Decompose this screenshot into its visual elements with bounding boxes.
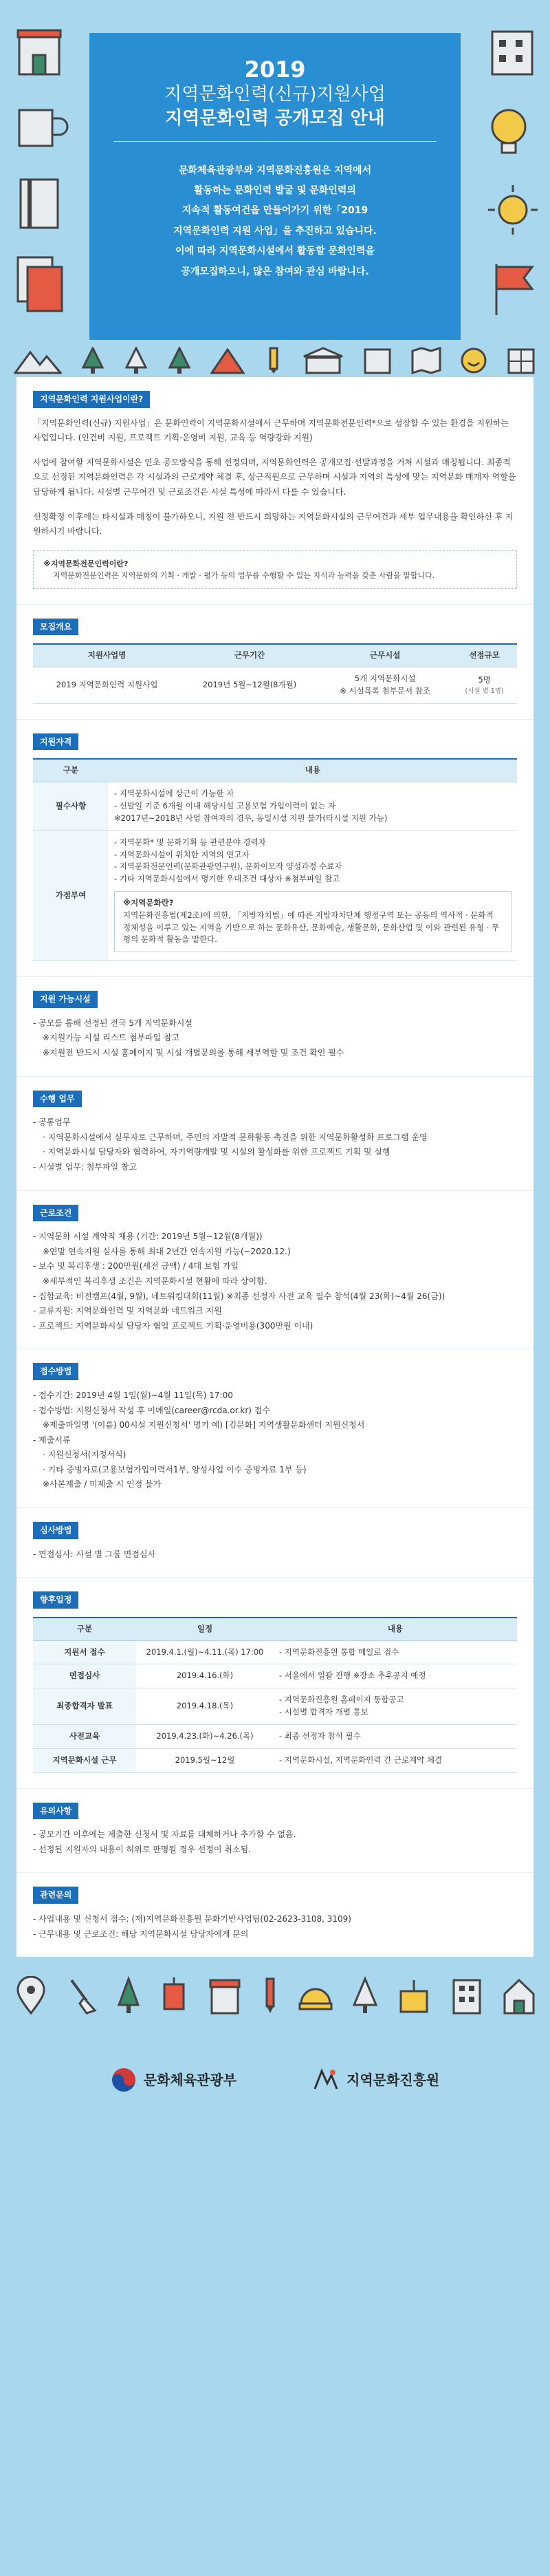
- section-duties: [16, 1076, 534, 1190]
- hero-line: 이에 따라 지역문화시설에서 활동할 문화인력을: [175, 246, 375, 257]
- mug-icon: [14, 103, 69, 151]
- pin-icon: [14, 1976, 48, 2015]
- hero-line: 지속적 활동여건을 만들어가기 위한「2019: [182, 205, 368, 217]
- section-caution: [16, 1788, 534, 1873]
- hero-line: 공개모집하오니, 많은 참여와 관심 바랍니다.: [181, 266, 369, 277]
- list-item: · 지역문화시설 담당자와 협력하여, 자기역량개발 및 시설의 활성화를 위한 프로젝트 기획 및 실행: [43, 1147, 390, 1157]
- section-title: 심사방법: [33, 1522, 78, 1539]
- footer-logos: [0, 2067, 550, 2093]
- list-item: - 접수방법: 지원신청서 작성 후 이메일(career@rcda.or.kr) 접수: [33, 1405, 270, 1415]
- section-facilities: [16, 976, 534, 1075]
- list-item: ※지원가능 시설 리스트 첨부파일 참고: [43, 1033, 180, 1043]
- section-title: 유의사항: [33, 1803, 78, 1820]
- schedule-date: 2019.4.1.(월)~4.11.(목) 17:00: [136, 1640, 274, 1664]
- section-title: 수행 업무: [33, 1091, 82, 1108]
- intro-paragraph: 선정확정 이후에는 타시설과 매칭이 불가하오니, 지원 전 반드시 희망하는 지역문화시설의 근무여건과 세부 업무내용을 확인하신 후 지원하시기 바랍니다.: [33, 511, 514, 537]
- rcda-name: 지역문화진흥원: [346, 2071, 440, 2088]
- tree-icon: [351, 1976, 379, 2015]
- work-period: 2019년 5월~12월(8개월): [181, 667, 318, 704]
- note-title: ※지역문화전문인력이란?: [43, 559, 129, 568]
- qualification-table: [33, 758, 517, 961]
- list-item: - 지역문화시설이 위치한 지역의 연고자: [114, 849, 250, 859]
- row-label: 가점부여: [33, 830, 109, 961]
- table-row: [33, 830, 517, 961]
- tree-icon: [116, 1976, 141, 2015]
- work-facility: [318, 667, 452, 704]
- list-item: ※지원전 반드시 시설 홈페이지 및 시설 개별문의를 통해 세부역할 및 조건 확인 필수: [43, 1048, 344, 1058]
- helmet-icon: [298, 1976, 333, 2015]
- mountain-icon: [14, 347, 62, 374]
- ministry-name: 문화체육관광부: [143, 2071, 236, 2088]
- table-row: [33, 1688, 517, 1725]
- table-row: [33, 1664, 517, 1688]
- note-text: 지역문화전문인력은 지역문화의 기획 · 개발 · 평가 등의 업무를 수행할 수 있는 지식과 능력을 갖춘 사람을 말합니다.: [53, 570, 435, 580]
- files-icon: [14, 255, 69, 316]
- section-review: [16, 1507, 534, 1577]
- list-item: - 시설별 업무: 첨부파일 참고: [33, 1161, 138, 1172]
- section-title: 근로조건: [33, 1205, 78, 1222]
- sun-icon: [485, 182, 540, 237]
- table-header: 내용: [109, 759, 517, 782]
- schedule-date: 2019.4.16.(화): [136, 1664, 274, 1688]
- section-title: 모집개요: [33, 619, 78, 636]
- list-item: - 기타 지역문화시설에서 명기한 우대조건 대상자 ※첨부파일 참고: [114, 874, 340, 884]
- schedule-label: 최종합격자 발표: [33, 1688, 136, 1725]
- table-row: [33, 1640, 517, 1664]
- section-apply: [16, 1349, 534, 1507]
- definition-text: 지역문화진흥법(제2조)에 의한, 「지방자치법」에 따른 지방자치단체 행정구역 또는 공동의 역사적 · 문화적 정체성을 이루고 있는 지역을 기반으로 하는 문화유산, 문화예술, 생활문화, 문화산업 및 이와 관련된 유형 · 무형의 문화적 활동을 말한다.: [123, 910, 500, 945]
- building-icon: [362, 347, 393, 374]
- scale-note: (시설 별 1명): [465, 687, 504, 695]
- list-item: - 사업내용 및 신청서 접수: (재)지역문화진흥원 문화기반사업팀(02-2623-3108, 3109): [33, 1913, 351, 1924]
- ministry-logo[interactable]: [111, 2067, 236, 2093]
- schedule-content: - 지역문화진흥원 통합 메일로 접수: [274, 1640, 517, 1664]
- tree-icon: [167, 347, 192, 374]
- cake-icon: [397, 1976, 431, 2015]
- building-icon: [208, 1976, 242, 2015]
- taegeuk-emblem-icon: [111, 2067, 137, 2093]
- building-icon: [15, 28, 63, 76]
- list-item: - 근무내용 및 근로조건: 해당 지역문화시설 담당자에게 문의: [33, 1929, 249, 1939]
- section-title: 관련문의: [33, 1887, 78, 1904]
- house-icon: [502, 1976, 536, 2015]
- list-item: - 선발일 기준 6개월 이내 해당시설 고용보험 가입이력이 없는 자: [114, 801, 336, 811]
- outline-table: [33, 643, 517, 703]
- list-item: - 선정된 지원자의 내용이 허위로 판명될 경우 선정이 취소됨.: [33, 1844, 251, 1854]
- table-row: [33, 1724, 517, 1748]
- list-item: - 지역문화 시설 계약직 채용 (기간: 2019년 5월~12월(8개월)): [33, 1232, 263, 1242]
- schedule-content: - 최종 선정자 참석 필수: [274, 1724, 517, 1748]
- hero-line: 지역문화인력 지원 사업」을 추진하고 있습니다.: [173, 225, 377, 237]
- list-item: - 면접심사: 시설 별 그룹 면접심사: [33, 1549, 156, 1559]
- list-item: - 공모를 통해 선정된 전국 5개 지역문화시설: [33, 1018, 192, 1028]
- section-qualification: [16, 719, 534, 976]
- list-item: - 공통업무: [33, 1117, 71, 1128]
- table-header: 일정: [136, 1618, 274, 1640]
- scale-count: 5명: [478, 674, 491, 685]
- pen-icon: [260, 1976, 280, 2015]
- flag-icon: [490, 261, 538, 316]
- table-row: [33, 1748, 517, 1772]
- list-item: ※사본제출 / 미제출 시 인정 불가: [43, 1479, 162, 1490]
- section-schedule: [16, 1577, 534, 1788]
- section-intro: [16, 377, 534, 604]
- row-content: [109, 830, 517, 961]
- section-title: 지원 가능시설: [33, 991, 98, 1008]
- table-header: 근무기간: [181, 644, 318, 667]
- list-item: - 접수기간: 2019년 4월 1일(월)~4월 11일(목) 17:00: [33, 1390, 233, 1400]
- section-contact: [16, 1872, 534, 1957]
- list-item: · 지원신청서(지정서식): [43, 1450, 126, 1460]
- tree-icon: [124, 347, 148, 374]
- schedule-date: 2019.4.18.(목): [136, 1688, 274, 1725]
- tree-icon: [80, 347, 105, 374]
- footer: [0, 1957, 550, 2122]
- list-item: · 기타 증빙자료(고용보험가입이력서1부, 양성사업 이수 증빙자료 1부 등): [43, 1464, 307, 1474]
- schedule-content: - 지역문화시설, 지역문화인력 간 근로계약 체결: [274, 1748, 517, 1772]
- schedule-label: 지역문화시설 근무: [33, 1748, 136, 1772]
- list-item: - 시설별 합격자 개별 통보: [279, 1707, 368, 1717]
- section-title: 접수방법: [33, 1363, 78, 1380]
- smile-icon: [460, 347, 487, 374]
- section-conditions: [16, 1190, 534, 1349]
- table-row: [33, 782, 517, 830]
- intro-paragraph: 「지역문화인력(신규) 지원사업」은 문화인력이 지역문화시설에서 근무하며 지역문화전문인력*으로 성장할 수 있는 환경을 지원하는 사업입니다. (인건비 지원, 프로젝트 기획·운영비 지원, 교육 등 역량강화 지원): [33, 418, 509, 443]
- list-item: - 지역문화전문인력(문화관광연구원), 문화이모작 양성과정 수료자: [114, 861, 342, 872]
- shovel-icon: [66, 1976, 98, 2015]
- schedule-label: 사전교육: [33, 1724, 136, 1748]
- selection-scale: [452, 667, 517, 704]
- row-content: [109, 782, 517, 830]
- list-item: - 집합교육: 비전캠프(4월, 9월), 네트워킹대회(11월) ※최종 선정자 사전 교육 필수 참석(4월 23(화)~4월 26(금)): [33, 1291, 446, 1301]
- list-item: - 교류지원: 지역문화인력 및 지역문화 네트워크 지원: [33, 1306, 222, 1316]
- list-item: - 지역문화* 및 문화기획 등 관련분야 경력자: [114, 837, 266, 847]
- list-item: - 공모기간 이후에는 제출한 신청서 및 자료를 대체하거나 추가할 수 없음.: [33, 1829, 296, 1840]
- hero-divider: [113, 141, 437, 142]
- hero-line: 활동하는 문화인력 발굴 및 문화인력의: [194, 184, 356, 196]
- table-header: 근무시설: [318, 644, 452, 667]
- city-building-icon: [488, 28, 536, 76]
- schedule-date: 2019.4.23.(화)~4.26.(목): [136, 1724, 274, 1748]
- hero-box: [89, 33, 461, 340]
- rcda-logo[interactable]: [312, 2068, 439, 2092]
- list-item: ※세부적인 복리후생 조건은 지역문화시설 현황에 따라 상이함.: [43, 1276, 267, 1286]
- list-item: ※제출파일명 '(이름) 00시설 지원신청서' 명기 예) [김문화] 지역생활문화센터 지원신청서: [43, 1420, 365, 1430]
- tent-icon: [210, 347, 245, 374]
- definition-title: ※지역문화란?: [123, 897, 174, 908]
- hero-title-line1: 지역문화인력(신규)지원사업: [164, 84, 386, 105]
- header-icon-row: [14, 344, 536, 374]
- city-building-icon: [450, 1976, 484, 2015]
- hero-description: [89, 161, 461, 282]
- schedule-table: [33, 1617, 517, 1773]
- lantern-icon: [159, 1976, 189, 2015]
- table-header: 구분: [33, 759, 109, 782]
- section-title: 향후일정: [33, 1591, 78, 1609]
- facility-note: ※ 시설목록 첨부문서 참조: [340, 686, 430, 696]
- intro-paragraph: 사업에 참여할 지역문화시설은 연초 공모방식을 통해 선정되며, 지역문화인력은 공개모집·선발과정을 거쳐 시설과 매칭됩니다. 최종적으로 선정된 지역문화인력은 각 시설과의 근로계약 체결 후, 상근직원으로 근무하며 시설과 지역의 특성에 맞는 지역문화 매개자 역할을 담당하게 됩니다. 시설별 근무여건 및 근로조건은 시설 특성에 따라서 다를 수 있습니다.: [33, 457, 516, 497]
- list-item: ※연말 연속지원 심사를 통해 최대 2년간 연속지원 가능(~2020.12.): [43, 1246, 291, 1256]
- light-bulb-icon: [481, 103, 536, 158]
- hero-line: 문화체육관광부와 지역문화진흥원은 지역에서: [178, 164, 372, 176]
- section-title: 지원자격: [33, 733, 78, 751]
- table-header: 지원사업명: [33, 644, 181, 667]
- schedule-content: - 서울에서 일괄 진행 ※장소 추후공지 예정: [274, 1664, 517, 1688]
- facility-count: 5개 지역문화시설: [354, 674, 416, 684]
- footer-icon-row: [14, 1973, 536, 2015]
- rcda-emblem-icon: [312, 2068, 340, 2092]
- section-outline: [16, 604, 534, 719]
- list-item: - 지역문화진흥원 홈페이지 통합공고: [279, 1695, 404, 1705]
- list-item: - 제출서류: [33, 1435, 71, 1445]
- schedule-label: 면접심사: [33, 1664, 136, 1688]
- notebook-icon: [15, 175, 63, 230]
- list-item: - 지역문화시설에 상근이 가능한 자: [114, 788, 234, 799]
- hero-year: 2019: [244, 56, 306, 83]
- schedule-date: 2019.5월~12월: [136, 1748, 274, 1772]
- grid-building-icon: [506, 347, 536, 374]
- hero-title-line2: 지역문화인력 공개모집 안내: [165, 108, 385, 129]
- list-item: - 보수 및 복리후생 : 200만원(세전 금액) / 4대 보험 가입: [33, 1261, 239, 1271]
- table-header: 구분: [33, 1618, 136, 1640]
- table-header: 선정규모: [452, 644, 517, 667]
- table-row: [33, 667, 517, 704]
- schedule-content: [274, 1688, 517, 1725]
- section-title: 지역문화인력 지원사업이란?: [33, 391, 150, 408]
- map-icon: [411, 347, 441, 374]
- definition-box: [114, 891, 512, 952]
- table-header: 내용: [274, 1618, 517, 1640]
- header: [0, 0, 550, 377]
- program-name: 2019 지역문화인력 지원사업: [33, 667, 181, 704]
- museum-icon: [302, 347, 344, 374]
- row-label: 필수사항: [33, 782, 109, 830]
- list-item: ※2017년~2018년 사업 참여자의 경우, 동일시설 지원 불가(타시설 지원 가능): [114, 813, 388, 823]
- note-box: [33, 550, 517, 589]
- pencil-icon: [263, 347, 284, 374]
- list-item: · 지역문화시설에서 실무자로 근무하며, 주민의 자발적 문화활동 촉진을 위한 지역문화활성화 프로그램 운영: [43, 1132, 428, 1142]
- list-item: - 프로젝트: 지역문화시설 담당자 협업 프로젝트 기획·운영비용(300만원 이내): [33, 1320, 314, 1331]
- schedule-label: 지원서 접수: [33, 1640, 136, 1664]
